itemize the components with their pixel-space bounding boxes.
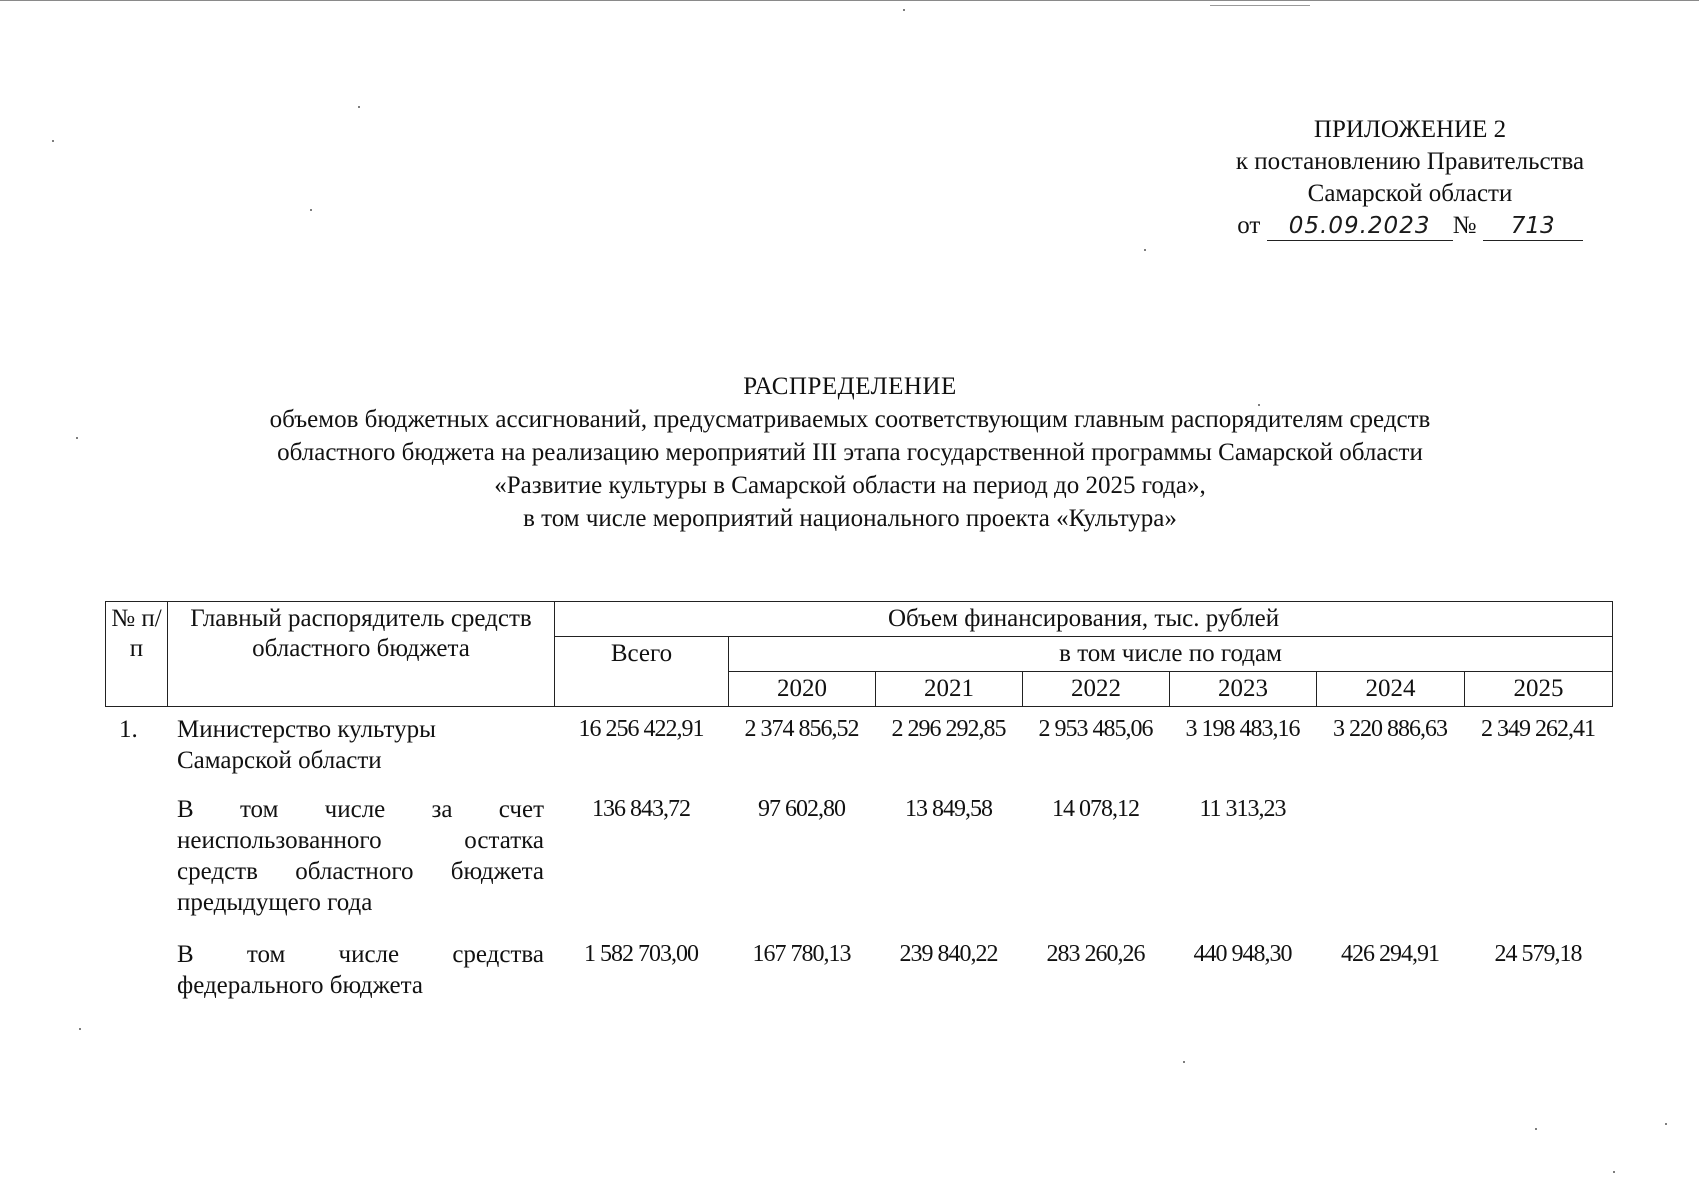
appendix-line-2: к постановлению Правительства xyxy=(1235,148,1585,175)
table-header xyxy=(105,601,1613,707)
header-distributor: Главный распорядитель средств областного бюджета xyxy=(168,602,555,707)
appendix-line-3: Самарской области xyxy=(1307,180,1513,207)
header-year: 2025 xyxy=(1465,672,1613,707)
scan-speck xyxy=(52,140,54,142)
scan-speck xyxy=(76,437,78,439)
scan-speck xyxy=(1665,1123,1667,1125)
date-prefix: от xyxy=(1237,212,1261,239)
row-value: 2 374 856,52 xyxy=(744,716,859,742)
scan-speck xyxy=(1535,1128,1537,1130)
row-value: 11 313,23 xyxy=(1199,796,1286,822)
scan-speck xyxy=(1613,1171,1615,1173)
row-total: 1 582 703,00 xyxy=(584,941,698,967)
header-by-years: в том числе по годам xyxy=(729,637,1613,672)
header-year: 2022 xyxy=(1023,672,1170,707)
row-value: 24 579,18 xyxy=(1494,941,1582,967)
row-value: 283 260,26 xyxy=(1046,941,1145,967)
title-subline: объемов бюджетных ассигнований, предусматриваемых соответствующим главным распорядителям средств xyxy=(269,406,1431,433)
row-value: 3 220 886,63 xyxy=(1333,716,1447,742)
table-row xyxy=(105,939,1612,1009)
handwritten-date: 05.09.2023 xyxy=(1267,212,1453,241)
row-value: 2 349 262,41 xyxy=(1481,716,1595,742)
row-value: 97 602,80 xyxy=(758,796,845,822)
scan-speck xyxy=(1183,1061,1185,1063)
row-total: 136 843,72 xyxy=(592,796,690,822)
handwritten-number: 713 xyxy=(1483,212,1583,241)
header-year: 2020 xyxy=(729,672,876,707)
row-number: 1. xyxy=(119,716,138,743)
scan-speck xyxy=(79,1028,81,1030)
row-value: 440 948,30 xyxy=(1193,941,1292,967)
scan-speck xyxy=(1144,249,1146,251)
row-value: 14 078,12 xyxy=(1052,796,1139,822)
row-value: 239 840,22 xyxy=(899,941,998,967)
header-year: 2023 xyxy=(1170,672,1317,707)
header-total: Всего xyxy=(555,637,729,707)
row-value: 167 780,13 xyxy=(752,941,851,967)
row-name: Министерство культуры Самарской области xyxy=(177,716,436,774)
title-subline: в том числе мероприятий национального проекта «Культура» xyxy=(523,505,1177,532)
scan-speck xyxy=(903,9,905,11)
scan-mark xyxy=(1210,5,1310,6)
row-total: 16 256 422,91 xyxy=(578,716,704,742)
row-name: В том числе за счет неиспользованного остатка средств областного бюджета предыдущего года xyxy=(177,796,544,916)
row-value: 13 849,58 xyxy=(905,796,992,822)
scan-speck xyxy=(358,106,360,108)
row-name: В том числе средства федерального бюджета xyxy=(177,941,544,999)
row-value: 3 198 483,16 xyxy=(1185,716,1300,742)
scan-speck xyxy=(310,209,312,211)
header-number: № п/п xyxy=(106,602,168,707)
row-value xyxy=(1464,794,1612,939)
scan-top-edge xyxy=(0,0,1699,1)
appendix-date-line xyxy=(1180,210,1640,242)
table-row xyxy=(105,794,1612,939)
appendix-block xyxy=(1180,114,1640,242)
row-value: 2 953 485,06 xyxy=(1038,716,1153,742)
header-funding: Объем финансирования, тыс. рублей xyxy=(555,602,1613,637)
row-value xyxy=(1316,794,1464,939)
row-value: 2 296 292,85 xyxy=(891,716,1006,742)
row-number xyxy=(105,939,167,1009)
document-title xyxy=(150,370,1550,535)
header-year: 2024 xyxy=(1317,672,1465,707)
row-number xyxy=(105,794,167,939)
title-subline: «Развитие культуры в Самарской области на период до 2025 года», xyxy=(494,472,1206,499)
title-subline: областного бюджета на реализацию мероприятий III этапа государственной программы Самарской области xyxy=(277,439,1423,466)
row-value: 426 294,91 xyxy=(1341,941,1439,967)
appendix-label: ПРИЛОЖЕНИЕ 2 xyxy=(1313,116,1507,143)
table-row xyxy=(105,714,1612,794)
number-prefix: № xyxy=(1452,212,1477,239)
header-year: 2021 xyxy=(876,672,1023,707)
title-main: РАСПРЕДЕЛЕНИЕ xyxy=(743,373,957,400)
table-body xyxy=(105,714,1612,1009)
